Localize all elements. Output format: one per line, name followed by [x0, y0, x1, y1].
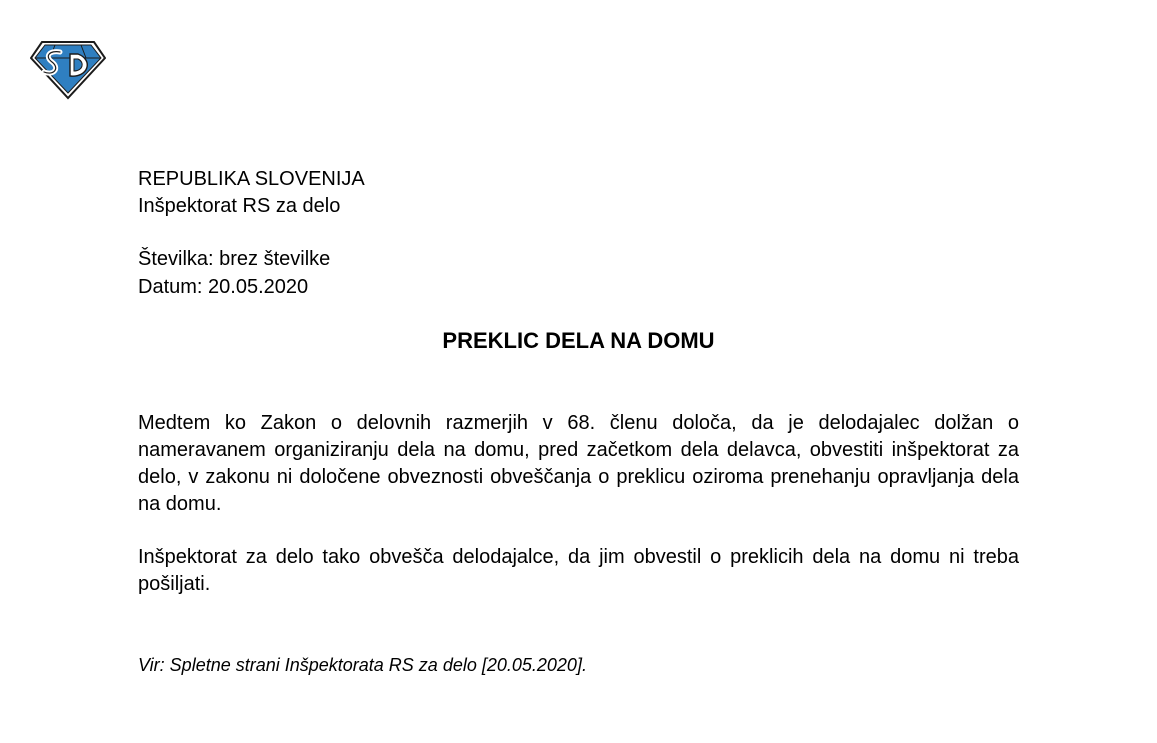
body-paragraph-2: Inšpektorat za delo tako obvešča delodajalce, da jim obvestil o preklicih dela na domu ni treba pošiljati.: [138, 546, 1019, 595]
body-paragraph-1: Medtem ko Zakon o delovnih razmerjih v 68. členu določa, da je delodajalec dolžan o nameravanem organiziranju dela na domu, pred začetkom dela delavca, obvestiti inšpektorat za delo, v zakonu ni določene obveznosti obveščanja o preklicu oziroma prenehanju opravljanja dela na domu.: [138, 412, 1019, 515]
document-number: Številka: brez številke: [138, 248, 331, 270]
institution-name: Inšpektorat RS za delo: [138, 195, 341, 217]
document-title: PREKLIC DELA NA DOMU: [442, 328, 715, 353]
issuer-header: [138, 166, 365, 220]
source-citation: Vir: Spletne strani Inšpektorata RS za delo [20.05.2020].: [138, 655, 587, 675]
country-name: REPUBLIKA SLOVENIJA: [138, 168, 365, 190]
sd-logo-icon: [30, 40, 106, 100]
document-date: Datum: 20.05.2020: [138, 276, 309, 298]
document-meta: [138, 245, 330, 301]
